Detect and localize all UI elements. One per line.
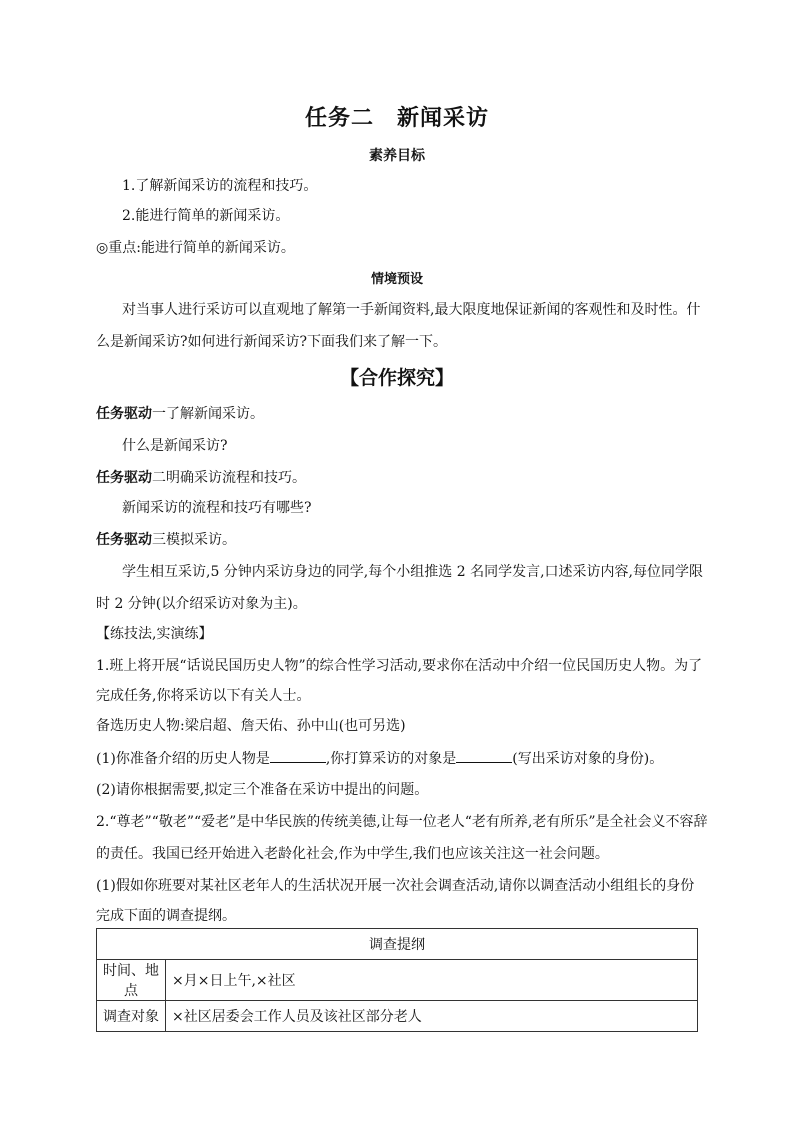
survey-outline-table [96,928,698,1032]
table-row [97,960,698,1001]
task-text: 一了解新闻采访。 [152,406,264,422]
sub-question-text: (1)你准备介绍的历史人物是 [96,751,270,767]
answer-blank[interactable] [456,748,512,763]
task-text: 三模拟采访。 [152,532,236,548]
task-label: 任务驱动 [96,406,152,422]
sub-question-text: ,你打算采访的对象是 [325,751,457,767]
section-heading: 【合作探究】 [339,367,454,389]
question-2-line: 的责任。我国已经开始进入老龄化社会,作为中学生,我们也应该关注这一社会问题。 [96,846,609,862]
table-header: 调查提纲 [97,929,698,960]
task-question: 新闻采访的流程和技巧有哪些? [122,500,312,516]
scenario-paragraph-line: 么是新闻采访?如何进行新闻采访?下面我们来了解一下。 [96,334,448,350]
goal-item: 1.了解新闻采访的流程和技巧。 [122,178,318,194]
table-cell-label: 时间、地点 [97,960,166,1001]
table-cell-value: ×社区居委会工作人员及该社区部分老人 [166,1001,698,1032]
answer-blank[interactable] [270,748,326,763]
table-cell-value: ×月×日上午,×社区 [166,960,698,1001]
practice-heading: 【练技法,实演练】 [96,626,213,642]
question-2-sub-1-line: (1)假如你班要对某社区老年人的生活状况开展一次社会调查活动,请你以调查活动小组组长的身份 [96,878,695,894]
sub-question-text: (写出采访对象的身份)。 [512,751,664,767]
table-cell-label: 调查对象 [97,1001,166,1032]
question-1-sub-2: (2)请你根据需要,拟定三个准备在采访中提出的问题。 [96,782,429,798]
table-row [97,1001,698,1032]
task-description-line: 学生相互采访,5 分钟内采访身边的同学,每个小组推选 2 名同学发言,口述采访内容,每位同学限 [122,564,703,580]
question-1-line: 1.班上将开展“话说民国历史人物”的综合性学习活动,要求你在活动中介绍一位民国历史人物。为了 [96,658,703,674]
task-question: 什么是新闻采访? [122,438,228,454]
scenario-heading: 情境预设 [370,272,423,287]
question-2-line: 2.“尊老”“敬老”“爱老”是中华民族的传统美德,让每一位老人“老有所养,老有所乐”是全社会义不容辞 [96,814,708,830]
question-1-sub-1 [96,748,663,769]
table-row [97,929,698,960]
task-2 [96,468,306,488]
goal-item: 2.能进行简单的新闻采访。 [122,208,290,224]
question-1-line: 完成任务,你将采访以下有关人士。 [96,688,311,704]
page-title: 任务二 新闻采访 [304,105,489,131]
goals-heading: 素养目标 [369,148,425,164]
question-1-candidates: 备选历史人物:梁启超、詹天佑、孙中山(也可另选) [96,718,406,734]
focus-line [96,238,295,258]
focus-label: ◎重点: [96,240,141,256]
focus-text: 能进行简单的新闻采访。 [140,240,295,256]
task-1 [96,404,264,424]
task-3 [96,530,236,550]
task-text: 二明确采访流程和技巧。 [152,470,306,486]
task-label: 任务驱动 [96,470,152,486]
task-label: 任务驱动 [96,532,152,548]
task-description-line: 时 2 分钟(以介绍采访对象为主)。 [96,596,307,612]
scenario-paragraph-line: 对当事人进行采访可以直观地了解第一手新闻资料,最大限度地保证新闻的客观性和及时性。什 [122,302,701,318]
question-2-sub-1-line: 完成下面的调查提纲。 [96,908,236,924]
